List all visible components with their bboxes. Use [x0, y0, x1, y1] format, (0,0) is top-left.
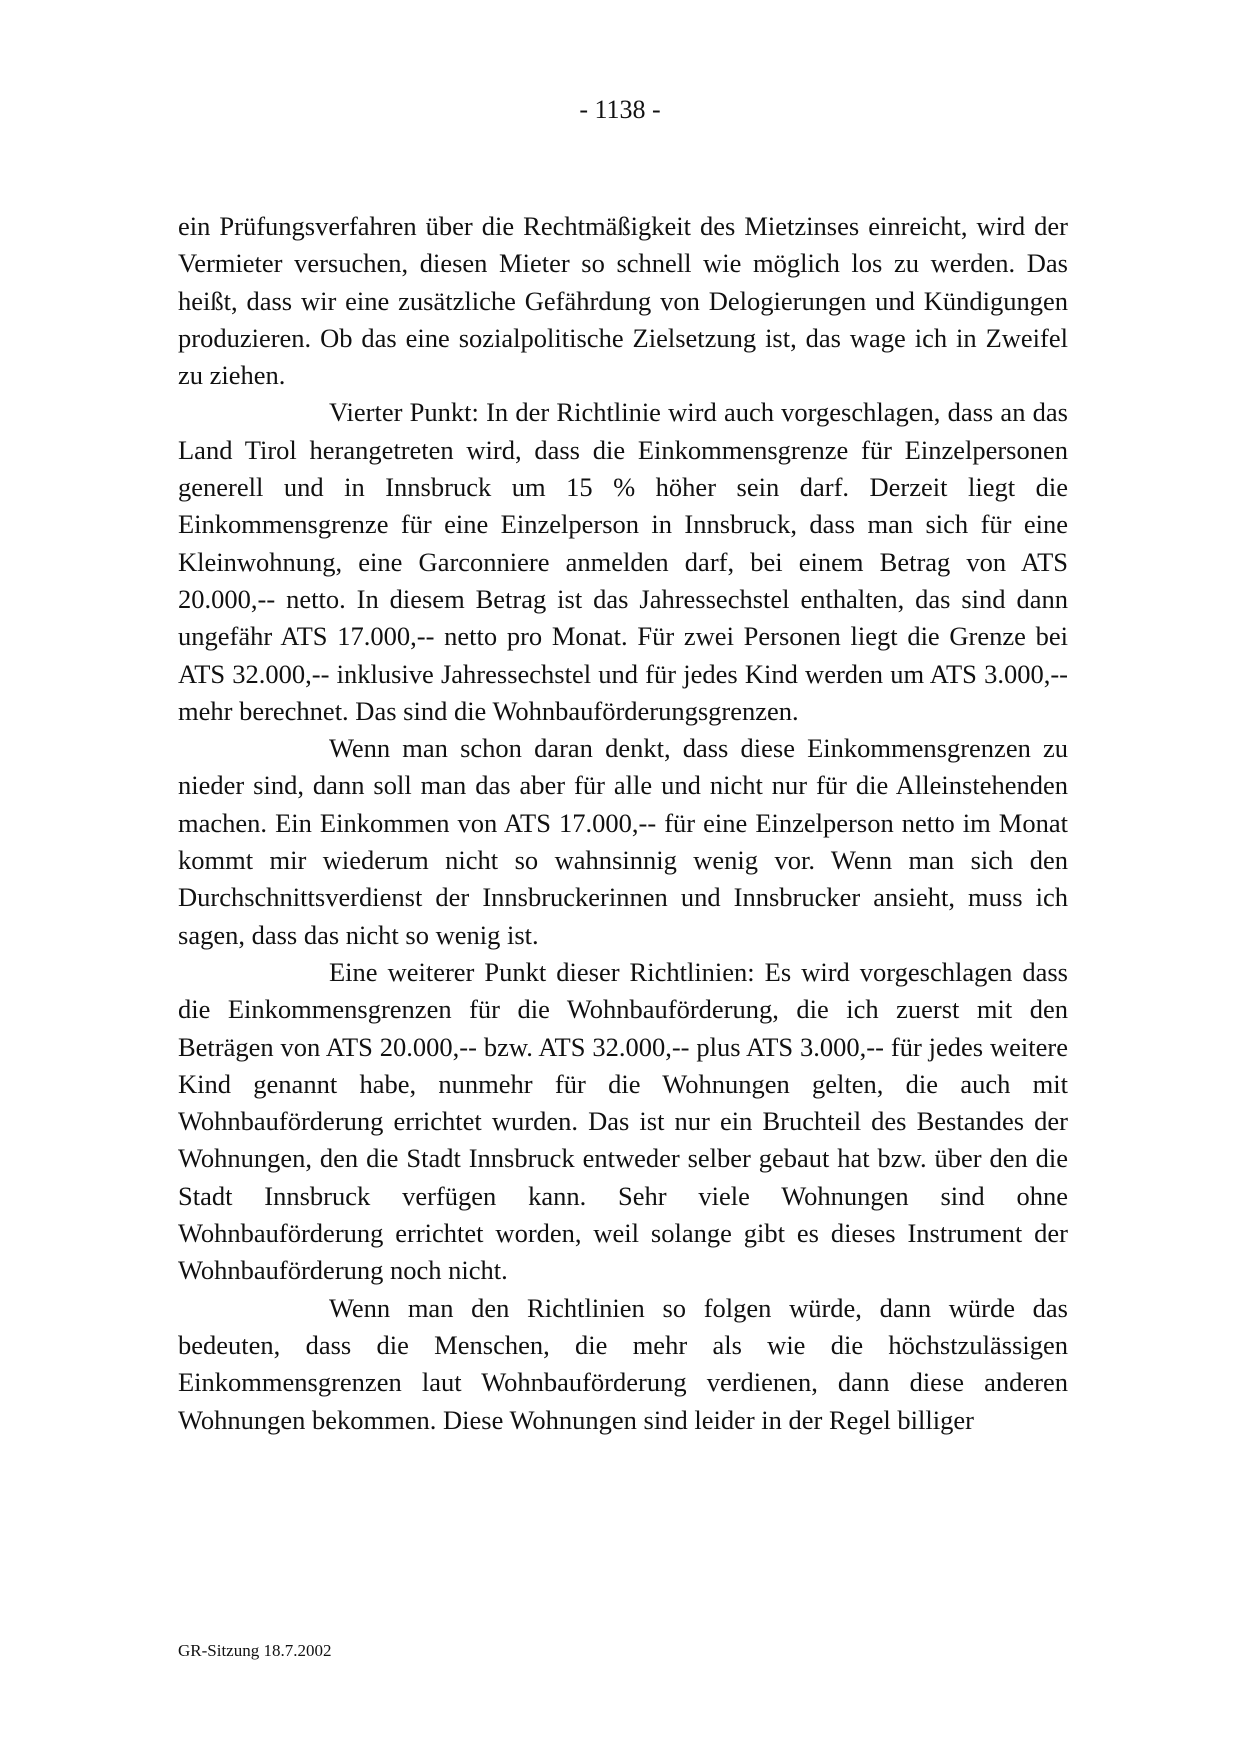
paragraph: Eine weiterer Punkt dieser Richtlinien: Es wird vorgeschlagen dass die Einkommensgrenzen für die Wohnbauförderung, die ich zuerst mit den Beträgen von ATS 20.000,-- bzw. ATS 32.000,-- plus ATS 3.000,-- für jedes weitere Kind genannt habe, nunmehr für die Wohnungen gelten, die auch mit Wohnbauförderung errichtet wurden. Das ist nur ein Bruchteil des Bestandes der Wohnungen, den die Stadt Innsbruck entweder selber gebaut hat bzw. über den die Stadt Innsbruck verfügen kann. Sehr viele Wohnungen sind ohne Wohnbauförderung errichtet worden, weil solange gibt es dieses Instrument der Wohnbauförderung noch nicht. — [178, 956, 1068, 1286]
document-body — [178, 208, 1068, 1439]
page-number: - 1138 - — [579, 95, 661, 124]
paragraph: Wenn man den Richtlinien so folgen würde, dann würde das bedeuten, dass die Menschen, die mehr als wie die höchstzulässigen Einkommensgrenzen laut Wohnbauförderung verdienen, dann diese anderen Wohnungen bekommen. Diese Wohnungen sind leider in der Regel billiger — [178, 1292, 1068, 1435]
footer-session-date: GR-Sitzung 18.7.2002 — [178, 1641, 332, 1660]
paragraph: Vierter Punkt: In der Richtlinie wird auch vorgeschlagen, dass an das Land Tirol herangetreten wird, dass die Einkommensgrenze für Einzelpersonen generell und in Innsbruck um 15 % höher sein darf. Derzeit liegt die Einkommensgrenze für eine Einzelperson in Innsbruck, dass man sich für eine Kleinwohnung, eine Garconniere anmelden darf, bei einem Betrag von ATS 20.000,-- netto. In diesem Betrag ist das Jahressechstel enthalten, das sind dann ungefähr ATS 17.000,-- netto pro Monat. Für zwei Personen liegt die Grenze bei ATS 32.000,-- inklusive Jahressechstel und für jedes Kind werden um ATS 3.000,-- mehr berechnet. Das sind die Wohnbauförderungsgrenzen. — [178, 397, 1068, 726]
paragraph: ein Prüfungsverfahren über die Rechtmäßigkeit des Mietzinses einreicht, wird der Vermieter versuchen, diesen Mieter so schnell wie möglich los zu werden. Das heißt, dass wir eine zusätzliche Gefährdung von Delogierungen und Kündigungen produzieren. Ob das eine sozialpolitische Zielsetzung ist, das wage ich in Zweifel zu ziehen. — [178, 211, 1068, 391]
paragraph: Wenn man schon daran denkt, dass diese Einkommensgrenzen zu nieder sind, dann soll man das aber für alle und nicht nur für die Alleinstehenden machen. Ein Einkommen von ATS 17.000,-- für eine Einzelperson netto im Monat kommt mir wiederum nicht so wahnsinnig wenig vor. Wenn man sich den Durchschnittsverdienst der Innsbruckerinnen und Innsbrucker ansieht, muss ich sagen, dass das nicht so wenig ist. — [178, 733, 1068, 950]
